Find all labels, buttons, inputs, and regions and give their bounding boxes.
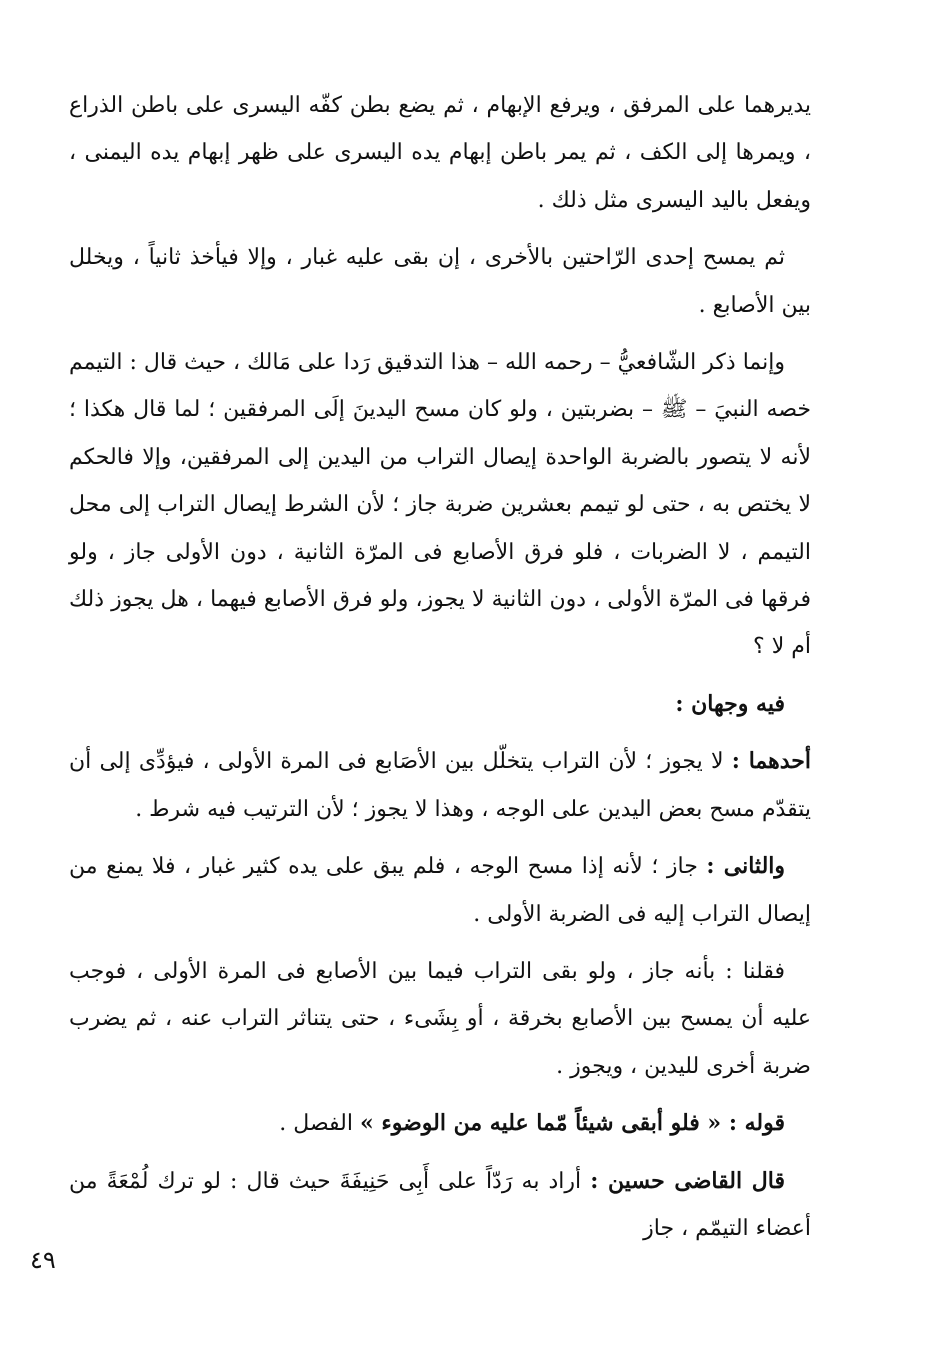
page-number: ٤٩ (30, 1246, 56, 1274)
paragraph-6 (69, 843, 811, 938)
paragraph-8-text: الفصل . (279, 1111, 353, 1137)
paragraph-6-text: جاز ؛ لأنه إذا مسح الوجه ، فلم يبق على يده كثير غبار ، فلا يمنع من إيصال التراب إليه فى الضربة الأولى . (69, 854, 811, 927)
paragraph-3 (69, 339, 811, 671)
paragraph-1 (69, 82, 811, 224)
paragraph-6-lead: والثانى : (706, 853, 786, 880)
paragraph-7 (69, 948, 811, 1090)
paragraph-8 (69, 1100, 811, 1147)
page-body (69, 82, 811, 1262)
paragraph-9-text: أراد به رَدّاً على أَبِى حَنِيفَةَ حيث قال : لو ترك لُمْعَةً من أعضاء التيمّم ، جاز (69, 1168, 811, 1241)
paragraph-1-text: يديرهما على المرفق ، ويرفع الإبهام ، ثم يضع بطن كفّه اليسرى على باطن الذراع ، ويمرها إلى الكف ، ثم يمر باطن إبهام يده اليسرى على ظهر إبهام يده اليمنى ، ويفعل باليد اليسرى مثل ذلك . (69, 93, 811, 213)
paragraph-8-lead: قوله : « فلو أبقى شيئاً مّما عليه من الوضوء » (359, 1110, 785, 1137)
paragraph-5-lead: أحدهما : (731, 748, 811, 775)
paragraph-3-text: وإنما ذكر الشّافعيُّ – رحمه الله – هذا التدقيق رَدا على مَالك ، حيث قال : التيمم خصه النبيَ – ﷺ – بضربتين ، ولو كان مسح اليدينَ إلَى المرفقين ؛ لما قال هكذا ؛ لأنه لا يتصور بالضربة الواحدة إيصال التراب من اليدين إلى المرفقين، وإلا فالحكم لا يختص به ، حتى لو تيمم بعشرين ضربة جاز ؛ لأن الشرط إيصال التراب إلى محل التيمم ، لا الضربات ، فلو فرق الأصابع فى المرّة الثانية ، دون الأولى جاز ، ولو فرقها فى المرّة الأولى ، دون الثانية لا يجوز، ولو فرق الأصابع فيهما ، هل يجوز ذلك أم لا ؟ (69, 350, 811, 660)
paragraph-5-text: لا يجوز ؛ لأن التراب يتخلّل بين الأصَابع فى المرة الأولى ، فيؤدِّى إلى أن يتقدّم مسح بعض اليدين على الوجه ، وهذا لا يجوز ؛ لأن الترتيب فيه شرط . (69, 749, 811, 822)
paragraph-7-text: فقلنا : بأنه جاز ، ولو بقى التراب فيما بين الأصابع فى المرة الأولى ، فوجب عليه أن يمسح بين الأصابع بخرقة ، أو بِشَىء ، حتى يتناثر التراب عنه ، ثم يضرب ضربة أخرى لليدين ، ويجوز . (69, 958, 811, 1079)
paragraph-9 (69, 1158, 811, 1253)
paragraph-9-lead: قال القاضى حسين : (590, 1167, 785, 1194)
paragraph-4-lead: فيه وجهان : (675, 690, 785, 717)
paragraph-2-text: ثم يمسح إحدى الرّاحتين بالأخرى ، إن بقى عليه غبار ، وإلا فيأخذ ثانياً ، ويخلل بين الأصابع . (69, 245, 811, 318)
paragraph-5 (69, 738, 811, 833)
paragraph-4-heading (69, 681, 811, 728)
paragraph-2 (69, 234, 811, 329)
